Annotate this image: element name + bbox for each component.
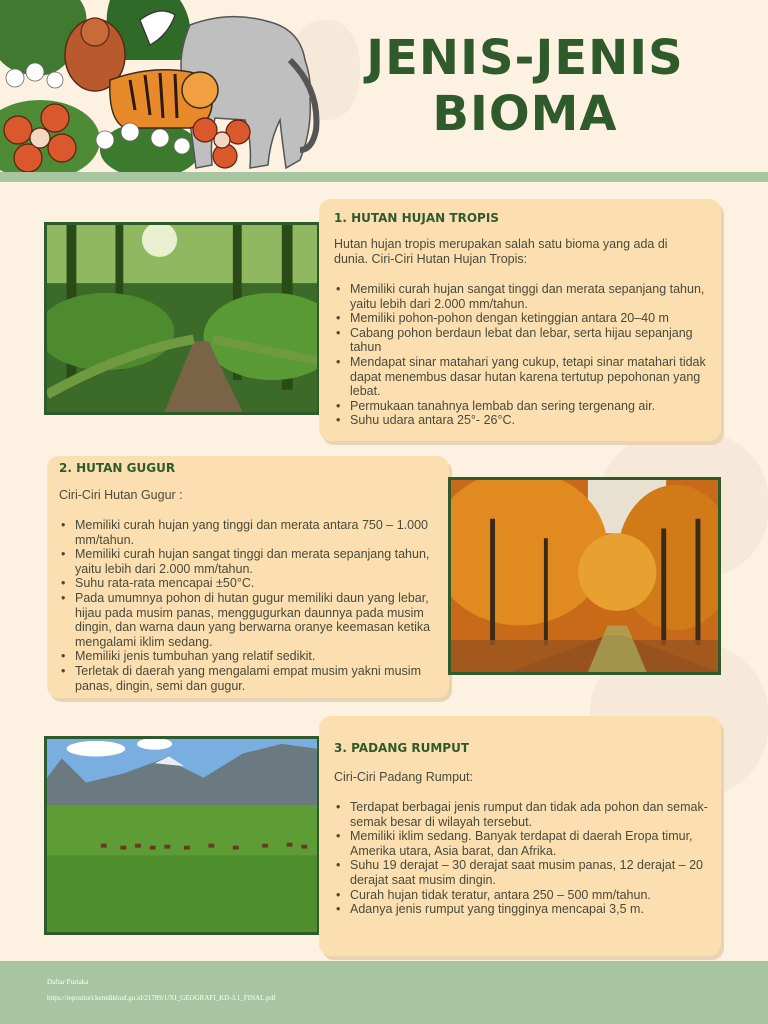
list-item: • Mendapat sinar matahari yang cukup, tetapi sinar matahari tidak dapat menembus dasar hutan karena tertutup pepohonan yang lebat. (334, 355, 706, 399)
biome-card-deciduous-forest (47, 456, 449, 698)
header-divider-band (0, 172, 768, 182)
characteristics-list (59, 518, 431, 693)
reference-link[interactable]: https://repositori.kemdikbud.go.id/21789/1/XI_GEOGRAFI_KD-3.1_FINAL.pdf (47, 994, 276, 1002)
list-item: • Terletak di daerah yang mengalami empat musim yakni musim panas, dingin, semi dan gugur. (59, 664, 431, 693)
autumn-forest-photo (448, 477, 721, 675)
section-heading: 1. HUTAN HUJAN TROPIS (334, 211, 499, 225)
characteristics-list (334, 800, 714, 917)
list-item: • Memiliki curah hujan sangat tinggi dan merata sepanjang tahun, yaitu lebih dari 2.000 mm/tahun. (59, 547, 431, 576)
jungle-animals-illustration (0, 0, 330, 172)
list-item: • Memiliki curah hujan yang tinggi dan merata antara 750 – 1.000 mm/tahun. (59, 518, 431, 547)
section-intro: Hutan hujan tropis merupakan salah satu bioma yang ada di dunia. Ciri-Ciri Hutan Hujan Tropis: (334, 237, 668, 266)
biome-card-grassland (319, 716, 721, 956)
references-label: Daftar Pustaka (47, 978, 89, 986)
list-item: • Terdapat berbagai jenis rumput dan tidak ada pohon dan semak-semak besar di wilayah tersebut. (334, 800, 714, 829)
list-item: • Curah hujan tidak teratur, antara 250 – 500 mm/tahun. (334, 888, 714, 903)
list-item: • Memiliki curah hujan sangat tinggi dan merata sepanjang tahun, yaitu lebih dari 2.000 mm/tahun. (334, 282, 706, 311)
list-item: • Memiliki iklim sedang. Banyak terdapat di daerah Eropa timur, Amerika utara, Asia barat, dan Afrika. (334, 829, 714, 858)
list-item: • Memiliki pohon-pohon dengan ketinggian antara 20–40 m (334, 311, 706, 326)
list-item: • Suhu udara antara 25°- 26°C. (334, 413, 706, 428)
section-intro: Ciri-Ciri Hutan Gugur : (59, 488, 183, 502)
section-intro: Ciri-Ciri Padang Rumput: (334, 770, 473, 784)
list-item: • Suhu 19 derajat – 30 derajat saat musim panas, 12 derajat – 20 derajat saat musim dingin. (334, 858, 714, 887)
page-title-line-1: JENIS-JENIS (366, 30, 684, 86)
section-heading: 3. PADANG RUMPUT (334, 741, 470, 755)
section-heading: 2. HUTAN GUGUR (59, 461, 176, 475)
list-item: • Permukaan tanahnya lembab dan sering tergenang air. (334, 399, 706, 414)
list-item: • Cabang pohon berdaun lebat dan lebar, serta hijau sepanjang tahun (334, 326, 706, 355)
page-title (345, 30, 705, 142)
list-item: • Memiliki jenis tumbuhan yang relatif sedikit. (59, 649, 431, 664)
list-item: • Pada umumnya pohon di hutan gugur memiliki daun yang lebar, hijau pada musim panas, menggugurkan daunnya pada musim dingin, dan warna daun yang berwarna oranye keemasan ketika mengalami iklim sedang. (59, 591, 431, 649)
footer-band (0, 961, 768, 1024)
grassland-photo (44, 736, 320, 935)
rainforest-photo (44, 222, 320, 415)
biome-card-tropical-rainforest (319, 199, 721, 441)
list-item: • Suhu rata-rata mencapai ±50°C. (59, 576, 431, 591)
page-title-line-2: BIOMA (432, 86, 618, 142)
characteristics-list (334, 282, 706, 428)
list-item: • Adanya jenis rumput yang tingginya mencapai 3,5 m. (334, 902, 714, 917)
